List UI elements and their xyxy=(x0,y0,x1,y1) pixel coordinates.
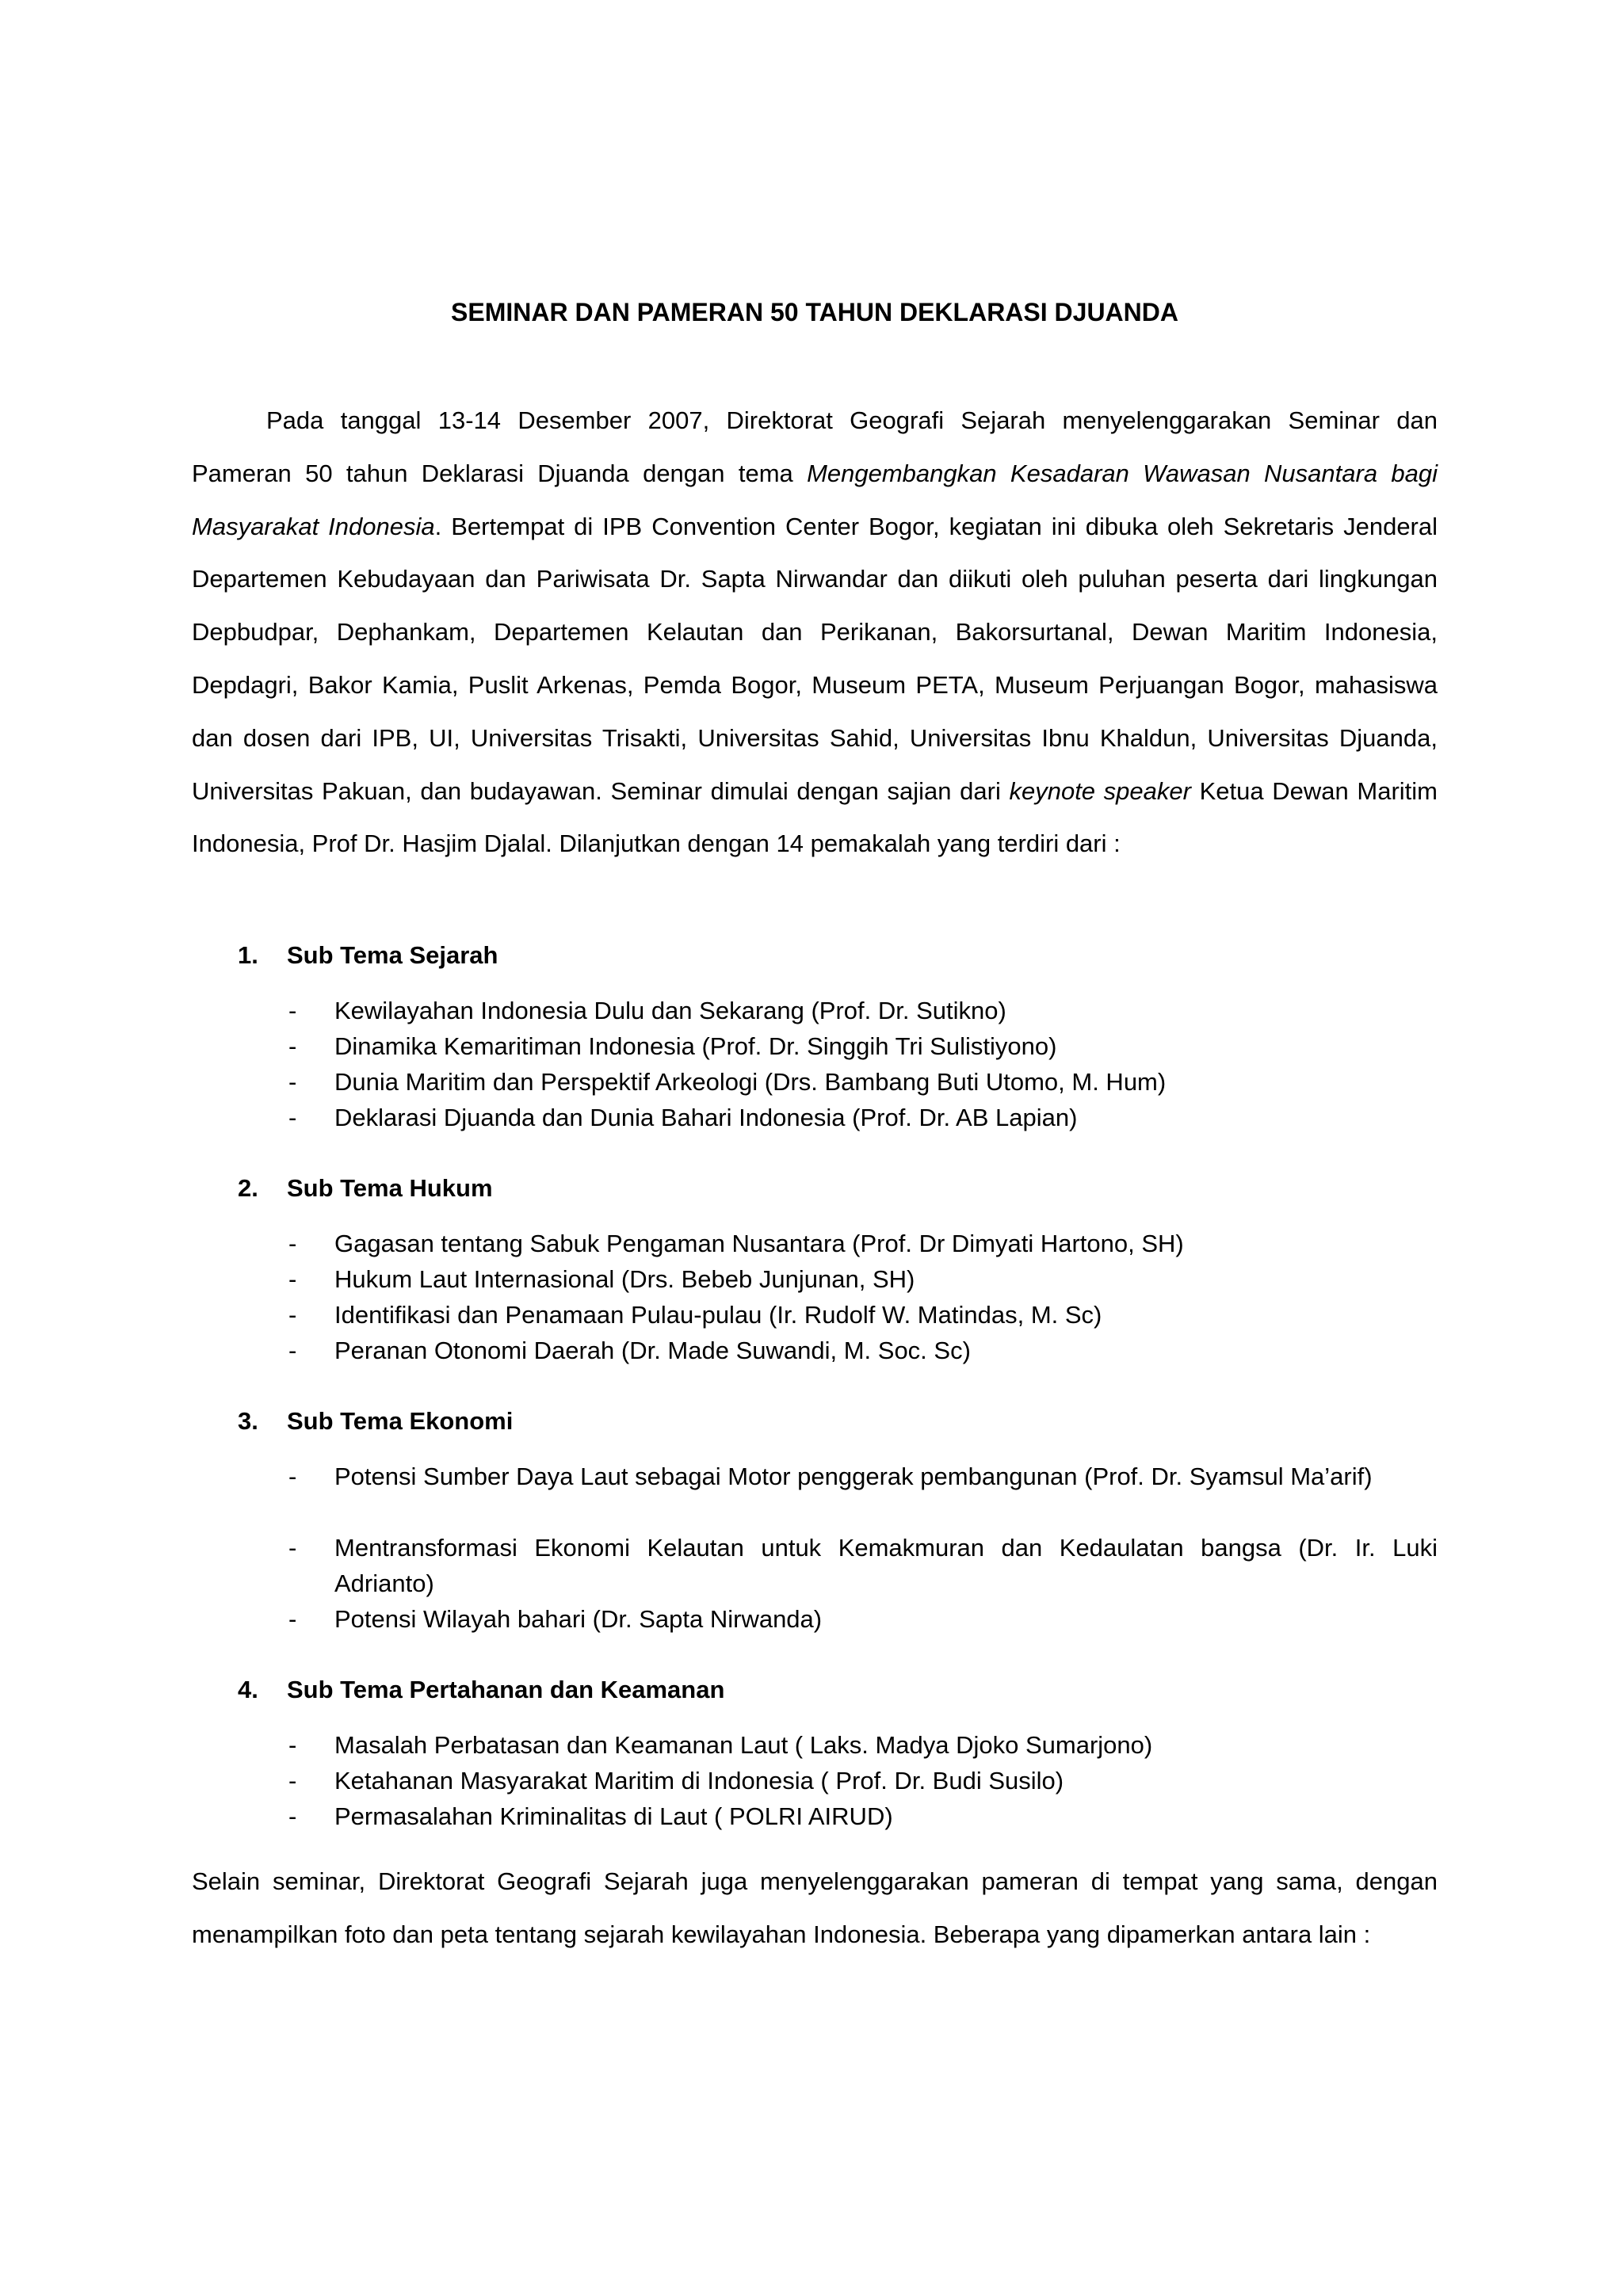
section-heading-ekonomi xyxy=(238,1404,513,1439)
dash-bullet: - xyxy=(288,997,297,1024)
list-item: - Dinamika Kemaritiman Indonesia (Prof. Dr. Singgih Tri Sulistiyono) xyxy=(288,1028,1438,1064)
section-heading-sejarah xyxy=(238,938,498,973)
intro-paragraph xyxy=(192,395,1438,871)
list-item: - Potensi Sumber Daya Laut sebagai Motor penggerak pembangunan (Prof. Dr. Syamsul Ma’arif) xyxy=(288,1459,1438,1494)
dash-bullet: - xyxy=(288,1104,297,1131)
dash-bullet: - xyxy=(288,1032,297,1060)
section-heading-pertahanan-keamanan xyxy=(238,1672,724,1707)
dash-bullet: - xyxy=(288,1534,297,1562)
dash-bullet: - xyxy=(288,1301,297,1329)
list-item: - Mentransformasi Ekonomi Kelautan untuk Kemakmuran dan Kedaulatan bangsa (Dr. Ir. Luki Adrianto) xyxy=(288,1530,1438,1601)
intro-text-part3: Ketua Dewan Maritim Indonesia, Prof Dr. Hasjim Djalal. Dilanjutkan dengan 14 pemakalah yang terdiri dari : xyxy=(192,776,1438,858)
dash-bullet: - xyxy=(288,1337,297,1364)
dash-bullet: - xyxy=(288,1068,297,1096)
section-title: Sub Tema Pertahanan dan Keamanan xyxy=(287,1676,725,1703)
dash-bullet: - xyxy=(288,1731,297,1759)
dash-bullet: - xyxy=(288,1230,297,1257)
section-number: 4. xyxy=(238,1676,258,1703)
document-title: SEMINAR DAN PAMERAN 50 TAHUN DEKLARASI DJUANDA xyxy=(451,298,1178,326)
dash-bullet: - xyxy=(288,1265,297,1293)
list-item: - Peranan Otonomi Daerah (Dr. Made Suwandi, M. Soc. Sc) xyxy=(288,1333,1438,1368)
closing-paragraph: Selain seminar, Direktorat Geografi Sejarah juga menyelenggarakan pameran di tempat yang sama, dengan menampilkan foto dan peta tentang sejarah kewilayahan Indonesia. Beberapa yang dipamerkan antara lain : xyxy=(192,1867,1438,1948)
list-item: - Permasalahan Kriminalitas di Laut ( POLRI AIRUD) xyxy=(288,1798,1438,1834)
list-item: - Potensi Wilayah bahari (Dr. Sapta Nirwanda) xyxy=(288,1601,1438,1637)
dash-bullet: - xyxy=(288,1802,297,1830)
intro-text-part1: Pada tanggal 13-14 Desember 2007, Direktorat Geografi Sejarah menyelenggarakan Seminar dan Pameran 50 tahun Deklarasi Djuanda dengan tema xyxy=(192,406,1438,487)
list-item: - Deklarasi Djuanda dan Dunia Bahari Indonesia (Prof. Dr. AB Lapian) xyxy=(288,1100,1438,1135)
section-number: 1. xyxy=(238,941,258,969)
intro-text-part2: . Bertempat di IPB Convention Center Bogor, kegiatan ini dibuka oleh Sekretaris Jenderal Departemen Kebudayaan dan Pariwisata Dr. Sapta Nirwandar dan diikuti oleh puluhan peserta dari lingkungan Depbudpar, Dephankam, Departemen Kelautan dan Perikanan, Bakorsurtanal, Dewan Maritim Indonesia, Depdagri, Bakor Kamia, Puslit Arkenas, Pemda Bogor, Museum PETA, Museum Perjuangan Bogor, mahasiswa dan dosen dari IPB, UI, Universitas Trisakti, Universitas Sahid, Universitas Ibnu Khaldun, Universitas Djuanda, Universitas Pakuan, dan budayawan. Seminar dimulai dengan sajian dari xyxy=(192,512,1438,805)
dash-bullet: - xyxy=(288,1463,297,1490)
list-item: - Identifikasi dan Penamaan Pulau-pulau (Ir. Rudolf W. Matindas, M. Sc) xyxy=(288,1297,1438,1333)
dash-bullet: - xyxy=(288,1767,297,1794)
seminar-theme: Mengembangkan Kesadaran Wawasan Nusantara bagi Masyarakat Indonesia xyxy=(192,459,1438,540)
section-title: Sub Tema Ekonomi xyxy=(287,1407,514,1435)
list-item: - Masalah Perbatasan dan Keamanan Laut ( Laks. Madya Djoko Sumarjono) xyxy=(288,1727,1438,1763)
section-heading-hukum xyxy=(238,1171,493,1206)
list-item: - Hukum Laut Internasional (Drs. Bebeb Junjunan, SH) xyxy=(288,1261,1438,1297)
list-item: - Kewilayahan Indonesia Dulu dan Sekarang (Prof. Dr. Sutikno) xyxy=(288,993,1438,1028)
section-number: 3. xyxy=(238,1407,258,1435)
section-title: Sub Tema Sejarah xyxy=(287,941,498,969)
list-item: - Ketahanan Masyarakat Maritim di Indonesia ( Prof. Dr. Budi Susilo) xyxy=(288,1763,1438,1798)
section-title: Sub Tema Hukum xyxy=(287,1174,493,1202)
list-item: - Gagasan tentang Sabuk Pengaman Nusantara (Prof. Dr Dimyati Hartono, SH) xyxy=(288,1226,1438,1261)
keynote-speaker-term: keynote speaker xyxy=(1009,776,1191,805)
list-item: - Dunia Maritim dan Perspektif Arkeologi (Drs. Bambang Buti Utomo, M. Hum) xyxy=(288,1064,1438,1100)
section-number: 2. xyxy=(238,1174,258,1202)
dash-bullet: - xyxy=(288,1605,297,1633)
